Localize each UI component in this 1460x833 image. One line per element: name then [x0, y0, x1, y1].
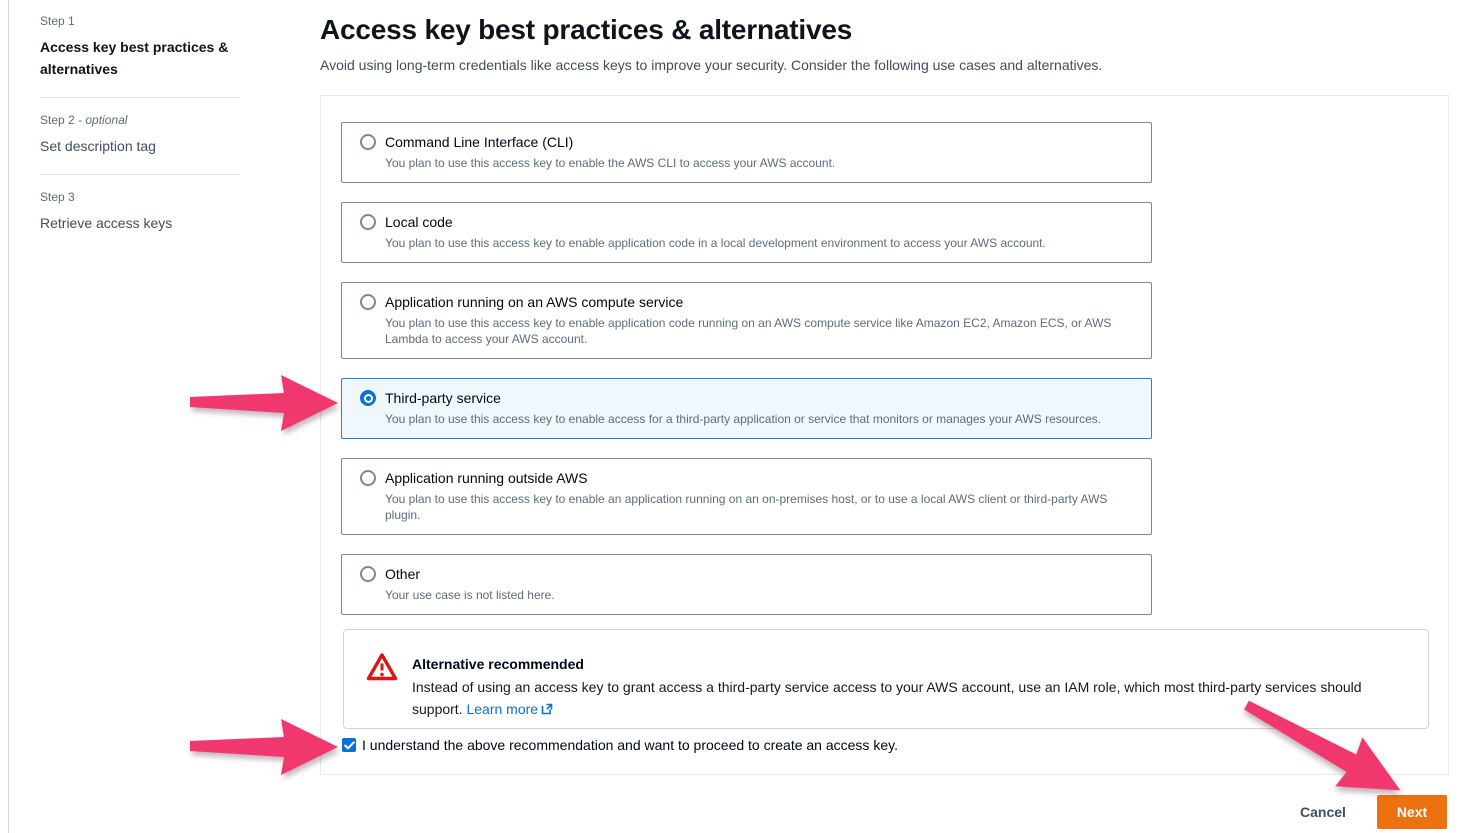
- sidebar-step-1[interactable]: [40, 14, 240, 80]
- wizard-steps-sidebar: [40, 14, 240, 234]
- next-button[interactable]: Next: [1377, 795, 1447, 829]
- page-title: Access key best practices & alternatives: [320, 14, 853, 45]
- cancel-button[interactable]: Cancel: [1287, 795, 1359, 829]
- sidebar-divider: [40, 97, 240, 98]
- radio-outside-aws[interactable]: [360, 470, 376, 486]
- sidebar-divider: [40, 174, 240, 175]
- option-label: Local code: [385, 214, 453, 230]
- sidebar-step-2[interactable]: [40, 113, 240, 157]
- learn-more-label: Learn more: [466, 701, 539, 717]
- step-2-title[interactable]: Set description tag: [40, 138, 156, 154]
- page-subtitle: Avoid using long-term credentials like access keys to improve your security. Consider the following use cases and alternatives.: [320, 57, 1103, 73]
- external-link-icon: [541, 703, 553, 715]
- page-left-divider: [8, 0, 9, 833]
- option-description: You plan to use this access key to enable application code running on an AWS compute service like Amazon EC2, Amazon ECS, or AWS Lambda to access your AWS account.: [385, 316, 1112, 346]
- option-description: You plan to use this access key to enable the AWS CLI to access your AWS account.: [385, 156, 836, 170]
- option-card-local-code[interactable]: [341, 202, 1152, 263]
- annotation-arrow-third-party: [190, 372, 340, 434]
- option-label: Application running outside AWS: [385, 470, 588, 486]
- step-2-label: [40, 113, 240, 127]
- radio-third-party-selected[interactable]: [360, 390, 376, 406]
- alert-body: [412, 676, 1382, 720]
- option-label: Third-party service: [385, 390, 501, 406]
- confirmation-label: I understand the above recommendation and want to proceed to create an access key.: [362, 737, 898, 753]
- radio-aws-compute[interactable]: [360, 294, 376, 310]
- option-card-outside-aws[interactable]: [341, 458, 1152, 535]
- step-1-label: Step 1: [40, 14, 75, 28]
- option-description: Your use case is not listed here.: [385, 588, 555, 602]
- step-1-title[interactable]: Access key best practices & alternatives: [40, 39, 229, 77]
- confirmation-checkbox-checked[interactable]: [342, 738, 356, 752]
- option-description: You plan to use this access key to enable an application running on an on-premises host, or to use a local AWS client or third-party AWS plugin.: [385, 492, 1108, 522]
- radio-cli[interactable]: [360, 134, 376, 150]
- option-description: You plan to use this access key to enable access for a third-party application or service that monitors or manages your AWS resources.: [385, 412, 1102, 426]
- option-label: Application running on an AWS compute service: [385, 294, 684, 310]
- option-card-other[interactable]: [341, 554, 1152, 615]
- step-2-number: Step 2: [40, 113, 75, 127]
- radio-other[interactable]: [360, 566, 376, 582]
- annotation-arrow-checkbox: [190, 716, 340, 778]
- option-card-third-party[interactable]: [341, 378, 1152, 439]
- step-2-optional-suffix: - optional: [78, 113, 128, 127]
- step-3-label: Step 3: [40, 190, 75, 204]
- alert-body-text: Instead of using an access key to grant access a third-party service access to your AWS account, use an IAM role, which most third-party services should support.: [412, 679, 1362, 717]
- check-icon: [344, 741, 355, 750]
- option-label: Other: [385, 566, 421, 582]
- radio-local-code[interactable]: [360, 214, 376, 230]
- option-card-cli[interactable]: [341, 122, 1152, 183]
- use-case-panel: [320, 95, 1449, 775]
- sidebar-step-3[interactable]: [40, 190, 240, 234]
- confirmation-row[interactable]: [342, 737, 898, 753]
- option-card-aws-compute[interactable]: [341, 282, 1152, 359]
- warning-triangle-icon: [366, 652, 398, 682]
- learn-more-link[interactable]: [466, 701, 553, 717]
- alert-title: Alternative recommended: [412, 656, 584, 672]
- option-label: Command Line Interface (CLI): [385, 134, 574, 150]
- step-3-title[interactable]: Retrieve access keys: [40, 215, 173, 231]
- option-description: You plan to use this access key to enable application code in a local development environment to access your AWS account.: [385, 236, 1046, 250]
